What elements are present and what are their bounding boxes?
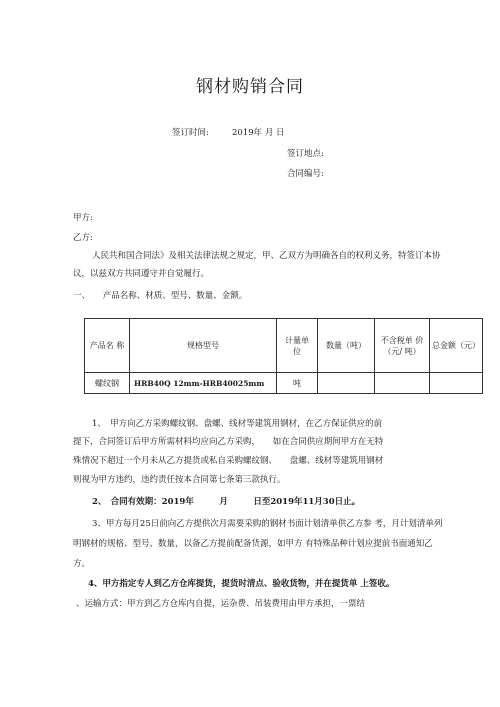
cell-quantity <box>318 373 375 394</box>
table-row <box>85 373 483 394</box>
cell-spec-model: HRB40Q 12mm-HRB40025mm <box>130 373 277 394</box>
cell-product-name: 螺纹钢 <box>85 373 130 394</box>
header-total-amount: 总金额（元） <box>430 319 483 373</box>
preamble-line-1: 人民共和国合同法》及相关法律法规之规定，甲、乙双方为明确各自的权利义务，特签订本协 <box>92 251 441 261</box>
cell-unit-price <box>375 373 430 394</box>
clause-3-line-2: 明钢材的规格、型号、数量，以备乙方提前配备货源，如甲方 有特殊品种计划应提前书面通知乙 <box>73 539 433 549</box>
clause-3-line-3: 方。 <box>73 559 91 569</box>
sign-date: 2019年 月 日 <box>232 128 285 138</box>
clause-1-line-3: 殊情况下超过一个月未从乙方提货或私自采购螺纹钢、 盘螺、线材等建筑用钢材 <box>73 456 384 466</box>
sign-place-label: 签订地点: <box>287 149 324 159</box>
clause-1-line-4: 则视为甲方违约，违约责任按本合同第七条第三款执行。 <box>73 475 286 485</box>
party-a-label: 甲方: <box>73 213 93 223</box>
header-unit: 计量单位 <box>277 319 318 373</box>
contract-number-label: 合同编号: <box>287 169 324 179</box>
header-quantity: 数量（吨） <box>318 319 375 373</box>
product-table <box>84 318 483 394</box>
table-header-row <box>85 319 483 373</box>
section-1-heading: 一、 产品名称、材质、型号、数量、金额。 <box>73 291 248 301</box>
preamble-line-2: 议，以兹双方共同遵守并自觉履行。 <box>73 269 210 279</box>
header-product-name: 产品名 称 <box>85 319 130 373</box>
cell-total-amount <box>430 373 483 394</box>
clause-1-line-1: 1、 甲方向乙方采购螺纹钢、盘螺、线材等建筑用钢材，在乙方保证供应的前 <box>92 419 383 429</box>
contract-title: 钢材购销合同 <box>196 77 304 97</box>
cell-unit: 吨 <box>277 373 318 394</box>
header-spec-model: 规格型号 <box>130 319 277 373</box>
clause-4: 4、甲方指定专人到乙方仓库提货，提货时清点、验收货物，并在提货单 上签收。 <box>88 579 395 589</box>
clause-5-transport: 、运输方式：甲方到乙方仓库内自提，运杂费、吊装费用由甲方承担，一票结 <box>76 599 366 609</box>
clause-3-line-1: 3、甲方每月25日前向乙方提供次月需要采购的钢材书面计划清单供乙方参 考，月计划清单列 <box>92 519 443 529</box>
clause-1-line-2: 提下，合同签订后甲方所需材料均应向乙方采购， 如在合同供应期间甲方在无特 <box>73 437 384 447</box>
header-unit-price: 不含税单 价（元/ 吨） <box>375 319 430 373</box>
sign-time-label: 签订时间: <box>172 128 209 138</box>
clause-2: 2、 合同有效期：2019年 月 日至2019年11月30日止。 <box>92 497 361 507</box>
party-b-label: 乙方: <box>73 233 93 243</box>
